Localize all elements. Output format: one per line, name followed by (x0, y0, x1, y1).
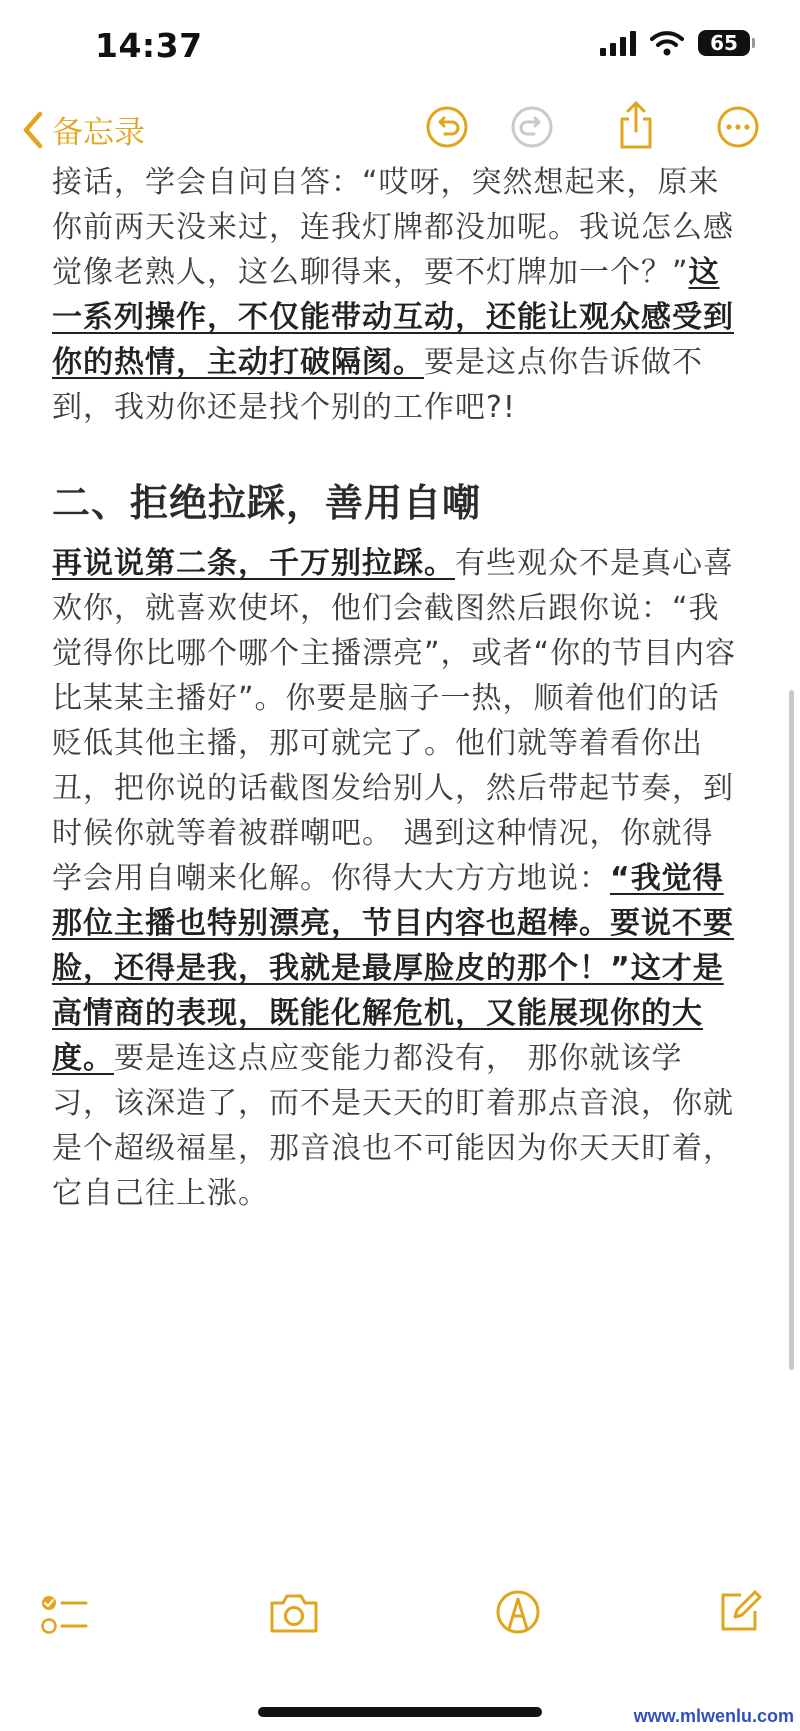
redo-icon[interactable] (510, 105, 554, 149)
note-paragraph-2 (52, 541, 742, 1216)
watermark: www.mlwenlu.com (633, 1706, 794, 1726)
undo-icon[interactable] (425, 105, 469, 149)
home-indicator[interactable] (258, 1707, 542, 1717)
camera-icon[interactable] (268, 1591, 320, 1635)
nav-bar (0, 95, 800, 165)
share-icon[interactable] (616, 99, 656, 151)
note-body[interactable] (52, 160, 742, 1216)
note-paragraph-1 (52, 160, 742, 430)
ellipsis-icon[interactable] (716, 105, 760, 149)
paragraph-text: 接话，学会自问自答：“哎呀，突然想起来，原来你前两天没来过，连我灯牌都没加呢。我说怎么感觉像老熟人，这么聊得来，要不灯牌加一个？” (52, 165, 734, 290)
cellular-signal-icon (600, 30, 636, 56)
checklist-icon[interactable] (40, 1593, 90, 1637)
wifi-icon (650, 30, 684, 56)
emphasis-text: 这一系列操作，不仅能带动互动，还能让观众感受到你的热情，主动打破隔阂。 (52, 255, 734, 380)
status-bar (0, 0, 800, 95)
markup-pen-icon[interactable] (494, 1588, 542, 1636)
status-time: 14:37 (95, 26, 203, 65)
section-heading: 二、拒绝拉踩，善用自嘲 (52, 481, 482, 525)
emphasis-text: “我觉得那位主播也特别漂亮，节目内容也超棒。要说不要脸，还得是我，我就是最厚脸皮的那个！”这才是高情商的表现，既能化解危机，又能展现你的大度。 (52, 861, 734, 1076)
scrollbar[interactable] (789, 690, 794, 1370)
paragraph-text: 要是连这点应变能力都没有， 那你就该学习，该深造了，而不是天天的盯着那点音浪，你就是个超级福星，那音浪也不可能因为你天天盯着，它自己往上涨。 (52, 1041, 734, 1211)
emphasis-text: 再说说第二条，千万别拉踩。 (52, 546, 455, 581)
compose-icon[interactable] (715, 1587, 763, 1635)
status-indicators (600, 30, 750, 56)
back-label: 备忘录 (52, 115, 145, 151)
battery-indicator: 65 (698, 30, 750, 56)
bottom-toolbar (0, 1585, 800, 1655)
paragraph-text: 有些观众不是真心喜欢你，就喜欢使坏，他们会截图然后跟你说：“我觉得你比哪个哪个主播漂亮”，或者“你的节目内容比某某主播好”。你要是脑子一热，顺着他们的话贬低其他主播，那可就完了。他们就等着看你出丑，把你说的话截图发给别人，然后带起节奏，到时候你就等着被群嘲吧。 遇到这种情况，你就得学会用自嘲来化解。你得大大方方地说： (52, 546, 737, 896)
paragraph-text: 要是这点你告诉做不到，我劝你还是找个别的工作吧?! (52, 345, 703, 425)
